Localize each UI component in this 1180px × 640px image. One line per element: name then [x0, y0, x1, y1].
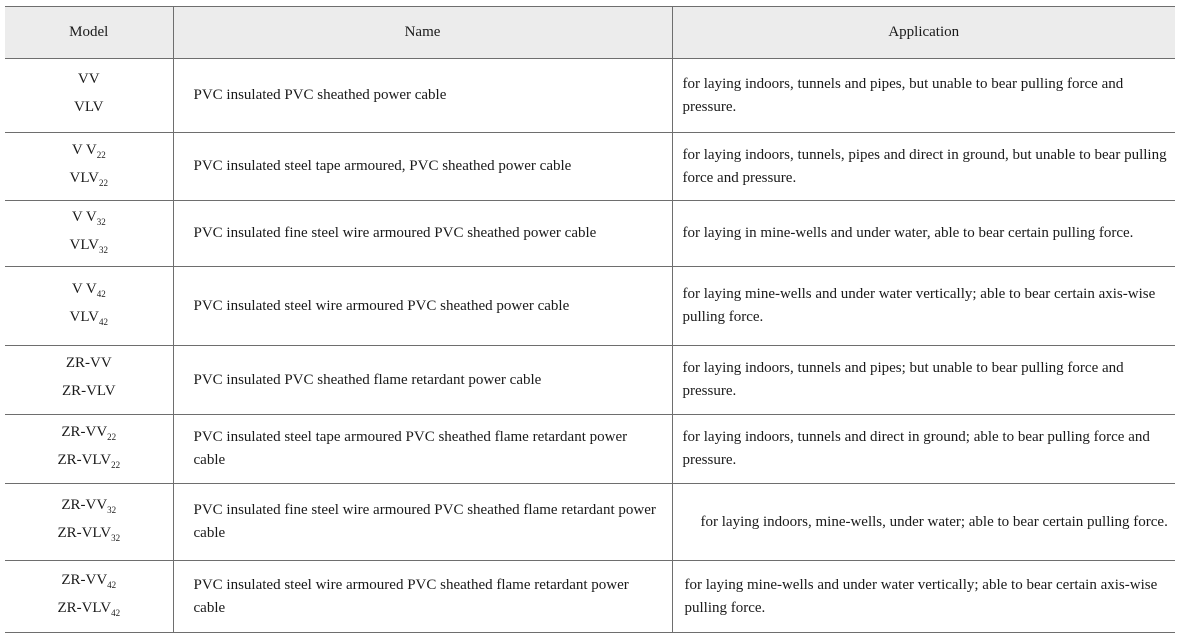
name-cell: PVC insulated steel tape armoured, PVC sheathed power cable	[173, 133, 672, 201]
model-code: ZR-VV	[61, 497, 108, 513]
application-cell: for laying in mine-wells and under water, able to bear certain pulling force.	[672, 201, 1175, 267]
model-subscript: 42	[111, 607, 121, 618]
model-code: ZR-VLV	[57, 599, 112, 616]
cable-spec-table	[5, 6, 1175, 633]
model-cell	[5, 484, 173, 561]
model-subscript: 42	[98, 317, 108, 327]
model-cell	[5, 346, 173, 415]
model-cell	[5, 415, 173, 484]
model-subscript: 42	[107, 579, 117, 590]
model-code: ZR-VLV	[57, 452, 112, 468]
model-code: VV	[77, 70, 100, 87]
name-cell: PVC insulated steel wire armoured PVC sheathed flame retardant power cable	[173, 561, 672, 633]
model-code: ZR-VV	[61, 571, 108, 588]
table-row	[5, 561, 1175, 633]
application-cell: for laying indoors, tunnels, pipes and direct in ground, but unable to bear pulling force and pressure.	[672, 133, 1175, 201]
table-row	[5, 484, 1175, 561]
model-code: ZR-VV	[61, 424, 108, 440]
model-code: ZR-VLV	[57, 525, 112, 541]
model-cell	[5, 267, 173, 346]
model-subscript: 42	[96, 289, 106, 299]
model-code: V V	[71, 281, 97, 297]
model-code: ZR-VLV	[61, 383, 116, 399]
name-cell: PVC insulated fine steel wire armoured PVC sheathed flame retardant power cable	[173, 484, 672, 561]
application-cell: for laying indoors, tunnels and pipes; but unable to bear pulling force and pressure.	[672, 346, 1175, 415]
model-subscript: 22	[107, 432, 117, 442]
table-row	[5, 59, 1175, 133]
model-subscript: 32	[111, 533, 121, 543]
model-subscript: 22	[111, 460, 121, 470]
model-cell	[5, 561, 173, 633]
name-cell: PVC insulated steel wire armoured PVC sheathed power cable	[173, 267, 672, 346]
application-cell: for laying indoors, tunnels and pipes, but unable to bear pulling force and pressure.	[672, 59, 1175, 133]
model-code: ZR-VV	[65, 355, 112, 371]
name-cell: PVC insulated PVC sheathed flame retardant power cable	[173, 346, 672, 415]
application-cell: for laying indoors, tunnels and direct in ground; able to bear pulling force and pressure.	[672, 415, 1175, 484]
table-row	[5, 201, 1175, 267]
model-code: V V	[71, 141, 97, 158]
header-row	[5, 7, 1175, 59]
header-name: Name	[173, 7, 672, 59]
model-code: VLV	[69, 236, 99, 253]
name-cell: PVC insulated fine steel wire armoured PVC sheathed power cable	[173, 201, 672, 267]
name-cell: PVC insulated PVC sheathed power cable	[173, 59, 672, 133]
application-cell: for laying mine-wells and under water vertically; able to bear certain axis-wise pulling force.	[672, 561, 1175, 633]
model-cell	[5, 59, 173, 133]
model-subscript: 32	[107, 505, 117, 515]
model-subscript: 22	[98, 177, 108, 188]
model-code: VLV	[74, 98, 104, 115]
table-row	[5, 346, 1175, 415]
header-model: Model	[5, 7, 173, 59]
model-cell	[5, 201, 173, 267]
table-row	[5, 133, 1175, 201]
table-row	[5, 267, 1175, 346]
model-code: VLV	[69, 169, 99, 186]
model-subscript: 22	[96, 149, 106, 160]
model-subscript: 32	[98, 244, 108, 255]
model-cell	[5, 133, 173, 201]
application-cell: for laying indoors, mine-wells, under water; able to bear certain pulling force.	[672, 484, 1175, 561]
name-cell: PVC insulated steel tape armoured PVC sheathed flame retardant power cable	[173, 415, 672, 484]
table-row	[5, 415, 1175, 484]
model-subscript: 32	[96, 216, 106, 227]
model-code: V V	[71, 208, 97, 225]
application-cell: for laying mine-wells and under water vertically; able to bear certain axis-wise pulling force.	[672, 267, 1175, 346]
header-application: Application	[672, 7, 1175, 59]
model-code: VLV	[69, 309, 99, 325]
